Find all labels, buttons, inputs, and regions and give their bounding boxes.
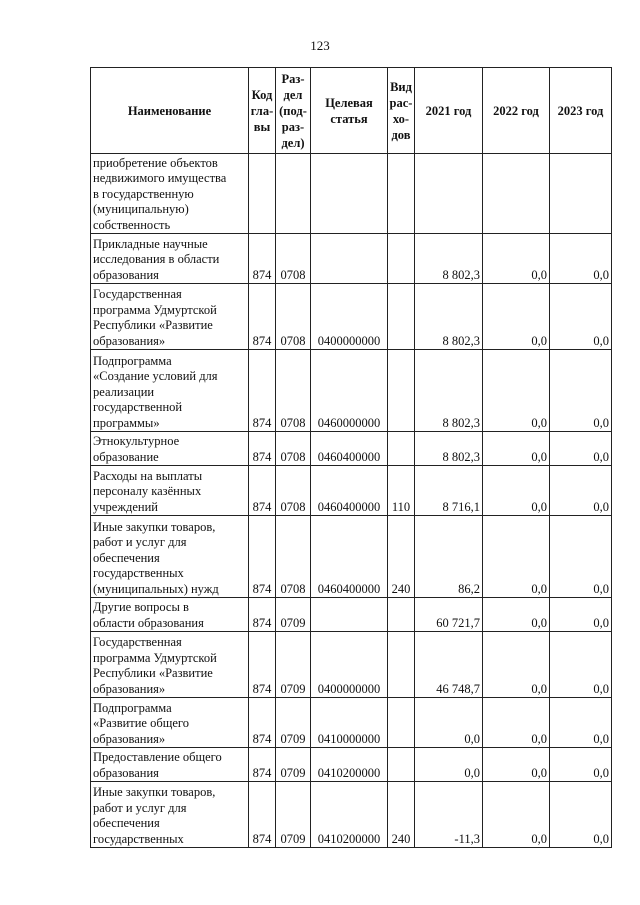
cell-target: 0400000000 [311,632,388,698]
page-number: 123 [310,38,330,53]
table-row [91,698,612,748]
cell-code [249,154,276,234]
cell-code: 874 [249,234,276,284]
budget-table [90,67,612,848]
cell-section: 0708 [276,432,311,466]
cell-section: 0708 [276,234,311,284]
header-2023: 2023 год [550,68,612,154]
cell-name: приобретение объектов недвижимого имущества в государственную (муниципальную) собственность [91,154,249,234]
cell-code: 874 [249,432,276,466]
cell-type [388,234,415,284]
cell-2023: 0,0 [550,516,612,598]
cell-2022: 0,0 [483,698,550,748]
cell-section: 0708 [276,516,311,598]
header-2022: 2022 год [483,68,550,154]
cell-section: 0708 [276,284,311,350]
cell-name: Этнокультурное образование [91,432,249,466]
cell-type [388,632,415,698]
cell-code: 874 [249,516,276,598]
header-section: Раз- дел (под- раз- дел) [276,68,311,154]
cell-2023: 0,0 [550,234,612,284]
cell-type: 240 [388,516,415,598]
table-body [91,154,612,848]
cell-2021: 8 802,3 [415,234,483,284]
cell-2022: 0,0 [483,598,550,632]
cell-target: 0400000000 [311,284,388,350]
cell-2023: 0,0 [550,748,612,782]
table-row [91,234,612,284]
cell-2023: 0,0 [550,598,612,632]
cell-name: Предоставление общего образования [91,748,249,782]
cell-target: 0460000000 [311,350,388,432]
cell-2021: 46 748,7 [415,632,483,698]
cell-code: 874 [249,284,276,350]
cell-2023: 0,0 [550,350,612,432]
cell-2021: 0,0 [415,698,483,748]
cell-2022: 0,0 [483,284,550,350]
cell-name: Государственная программа Удмуртской Республики «Развитие образования» [91,284,249,350]
cell-code: 874 [249,466,276,516]
cell-section: 0709 [276,632,311,698]
table-row [91,284,612,350]
cell-target: 0460400000 [311,432,388,466]
cell-2021: -11,3 [415,782,483,848]
cell-type: 240 [388,782,415,848]
cell-code: 874 [249,350,276,432]
cell-code: 874 [249,748,276,782]
cell-section: 0709 [276,598,311,632]
cell-target: 0460400000 [311,466,388,516]
cell-2022: 0,0 [483,350,550,432]
cell-section: 0708 [276,466,311,516]
header-name: Наименование [91,68,249,154]
table-row [91,466,612,516]
cell-type [388,432,415,466]
cell-2022: 0,0 [483,782,550,848]
cell-name: Иные закупки товаров, работ и услуг для обеспечения государственных (муниципальных) нужд [91,516,249,598]
cell-2022: 0,0 [483,432,550,466]
cell-2023 [550,154,612,234]
cell-target: 0410200000 [311,782,388,848]
table-row [91,350,612,432]
cell-2021 [415,154,483,234]
cell-2023: 0,0 [550,698,612,748]
cell-target: 0410000000 [311,698,388,748]
cell-2022 [483,154,550,234]
cell-2023: 0,0 [550,466,612,516]
cell-name: Государственная программа Удмуртской Республики «Развитие образования» [91,632,249,698]
cell-code: 874 [249,698,276,748]
cell-name: Подпрограмма «Создание условий для реализации государственной программы» [91,350,249,432]
header-row [91,68,612,154]
cell-name: Иные закупки товаров, работ и услуг для обеспечения государственных [91,782,249,848]
cell-target: 0460400000 [311,516,388,598]
header-expense-type: Вид рас- хо- дов [388,68,415,154]
cell-code: 874 [249,632,276,698]
cell-section: 0709 [276,748,311,782]
cell-2022: 0,0 [483,466,550,516]
cell-section: 0708 [276,350,311,432]
cell-2021: 8 802,3 [415,350,483,432]
cell-2021: 86,2 [415,516,483,598]
cell-type [388,598,415,632]
table-row [91,632,612,698]
cell-2022: 0,0 [483,516,550,598]
table-row [91,782,612,848]
cell-type [388,154,415,234]
cell-2023: 0,0 [550,432,612,466]
cell-2023: 0,0 [550,632,612,698]
header-target: Целевая статья [311,68,388,154]
cell-name: Другие вопросы в области образования [91,598,249,632]
cell-code: 874 [249,782,276,848]
cell-code: 874 [249,598,276,632]
table-row [91,154,612,234]
cell-section: 0709 [276,782,311,848]
cell-name: Подпрограмма «Развитие общего образования» [91,698,249,748]
table-row [91,748,612,782]
cell-type [388,698,415,748]
cell-target: 0410200000 [311,748,388,782]
cell-2022: 0,0 [483,748,550,782]
cell-name: Прикладные научные исследования в области образования [91,234,249,284]
cell-2022: 0,0 [483,632,550,698]
header-2021: 2021 год [415,68,483,154]
cell-type: 110 [388,466,415,516]
cell-type [388,350,415,432]
cell-section [276,154,311,234]
cell-target [311,154,388,234]
table-row [91,516,612,598]
cell-type [388,748,415,782]
cell-2023: 0,0 [550,782,612,848]
cell-target [311,598,388,632]
cell-2021: 0,0 [415,748,483,782]
cell-2023: 0,0 [550,284,612,350]
cell-2021: 8 802,3 [415,432,483,466]
cell-2021: 8 802,3 [415,284,483,350]
cell-section: 0709 [276,698,311,748]
cell-name: Расходы на выплаты персоналу казённых учреждений [91,466,249,516]
cell-2022: 0,0 [483,234,550,284]
cell-2021: 8 716,1 [415,466,483,516]
table-row [91,432,612,466]
cell-type [388,284,415,350]
cell-2021: 60 721,7 [415,598,483,632]
table-row [91,598,612,632]
cell-target [311,234,388,284]
header-code: Код гла- вы [249,68,276,154]
